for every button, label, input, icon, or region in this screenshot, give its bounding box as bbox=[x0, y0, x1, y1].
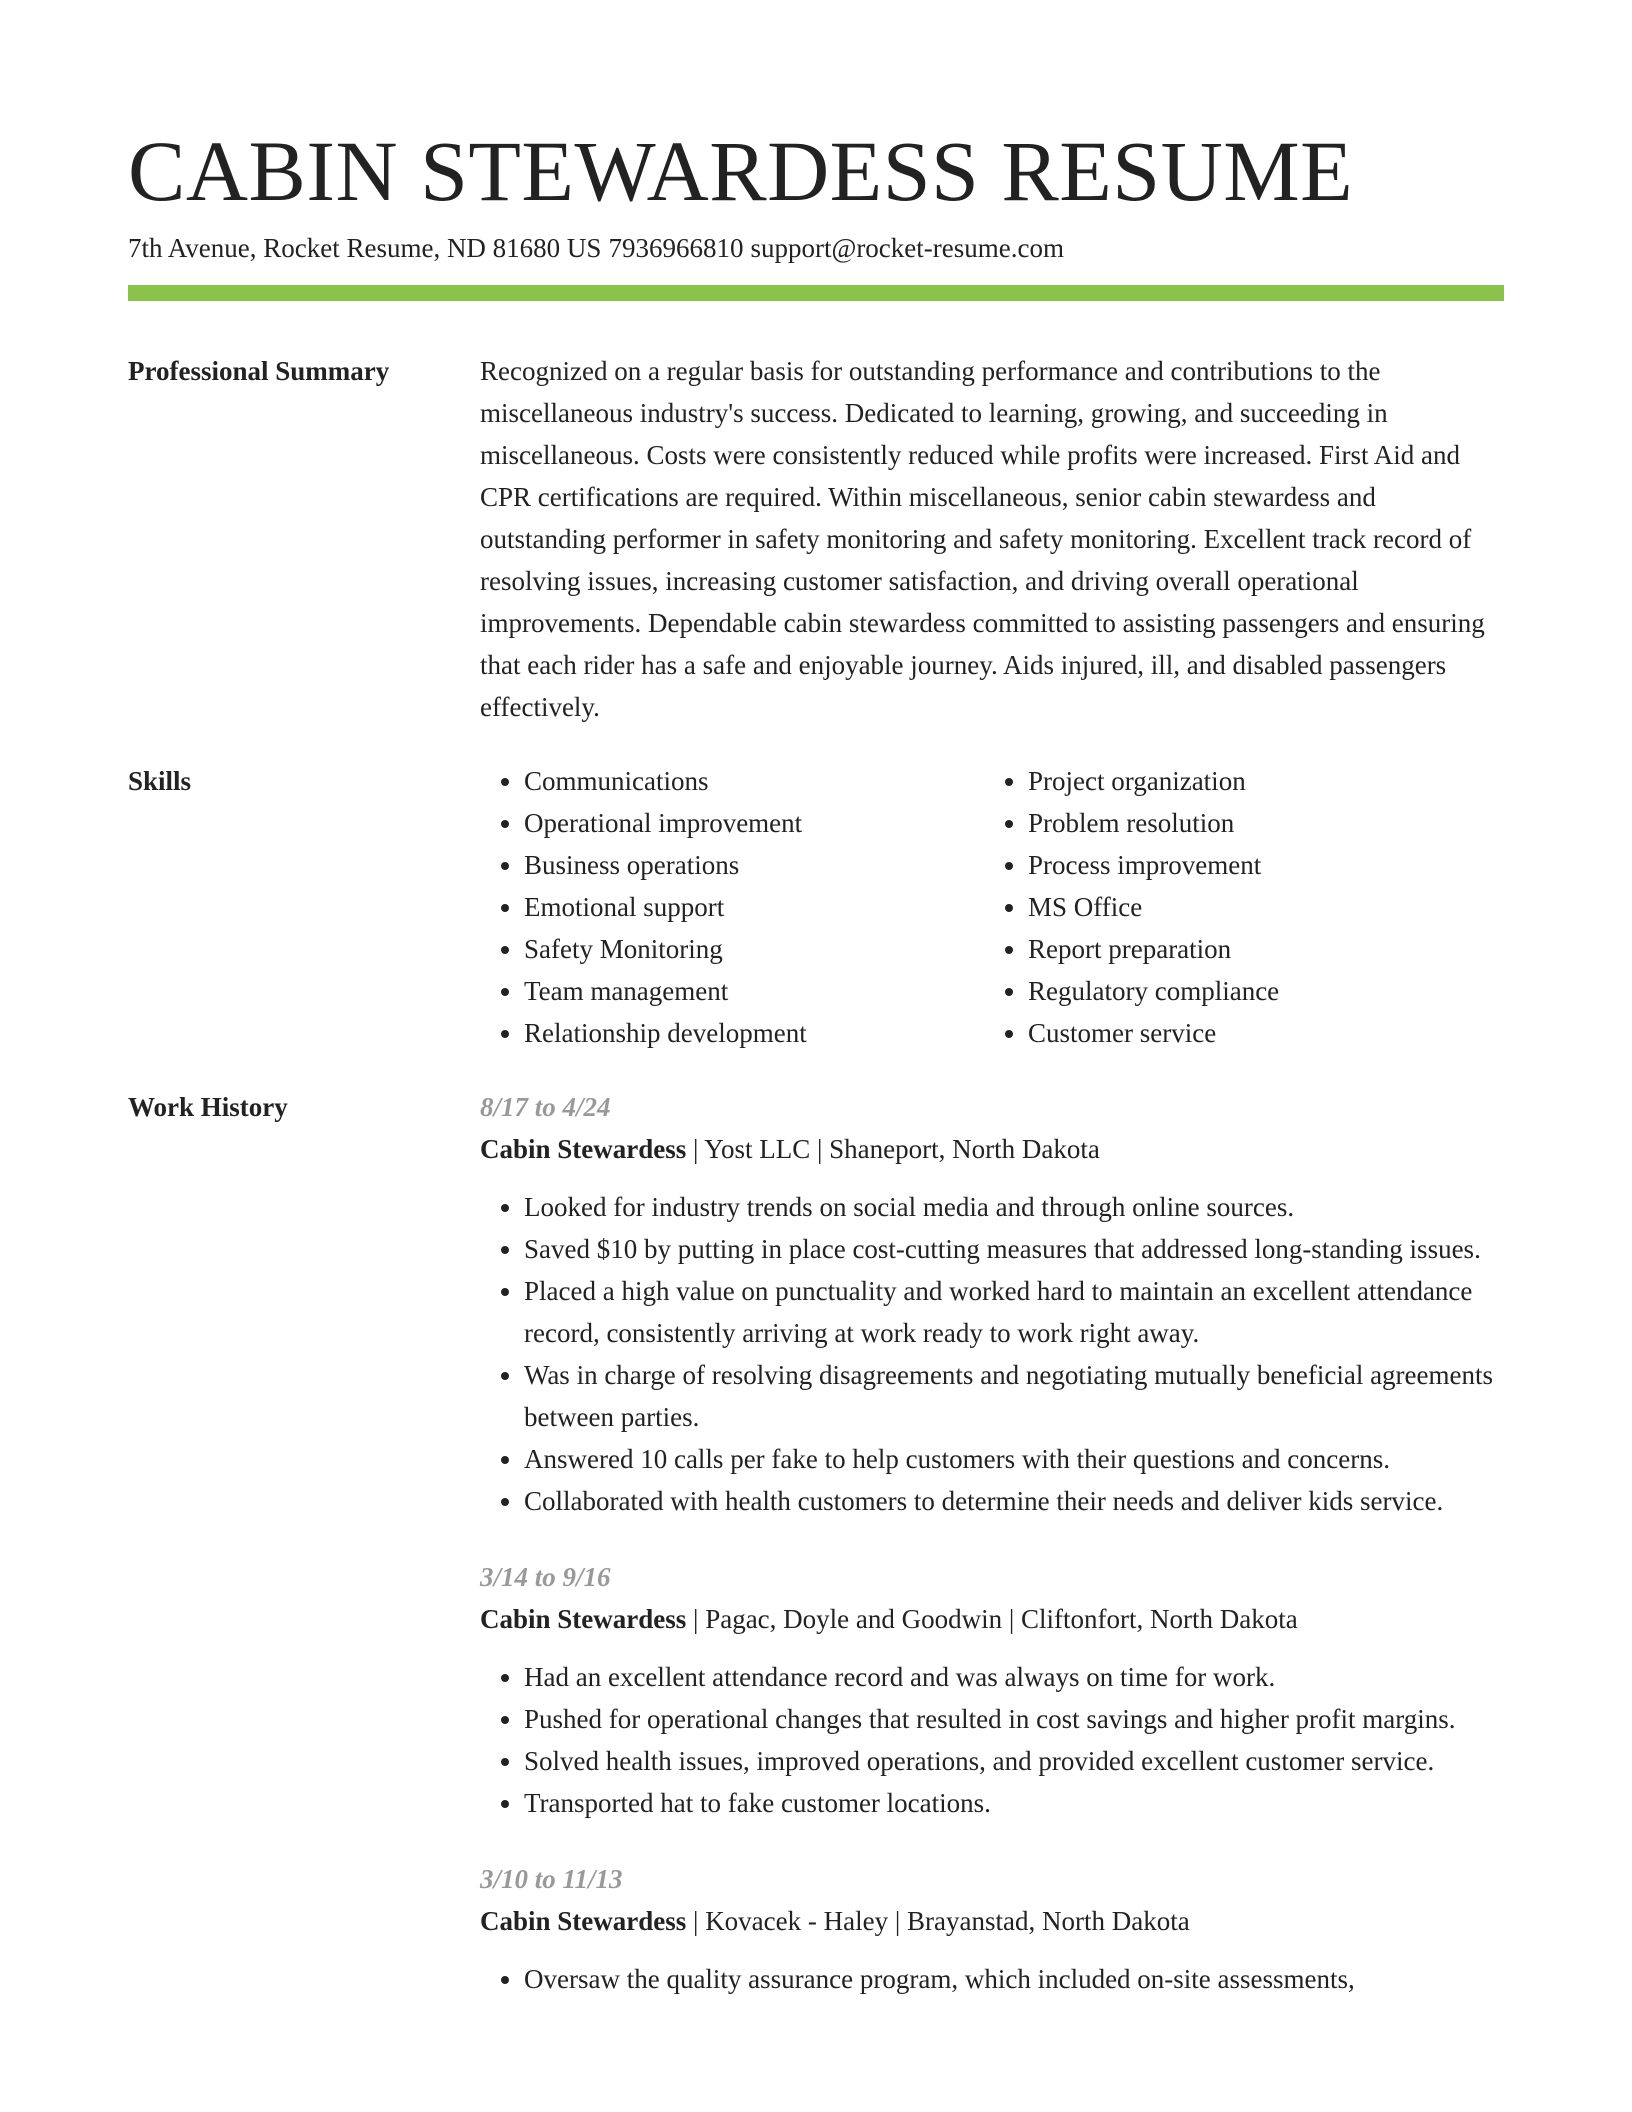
job-dates: 8/17 to 4/24 bbox=[480, 1092, 611, 1122]
skill-item: • MS Office bbox=[1028, 886, 1279, 928]
separator: | bbox=[686, 1134, 705, 1164]
skill-item: • Operational improvement bbox=[524, 802, 807, 844]
summary-body bbox=[480, 350, 1504, 728]
contact-email: support@rocket-resume.com bbox=[750, 233, 1064, 263]
job-location: Shaneport, North Dakota bbox=[829, 1134, 1100, 1164]
separator: | bbox=[686, 1906, 706, 1936]
job-bullet: • Oversaw the quality assurance program, which included on-site assessments, bbox=[524, 1958, 1504, 2000]
contact-address: 7th Avenue, Rocket Resume, ND 81680 US bbox=[128, 233, 602, 263]
work-history-body bbox=[480, 1086, 1504, 2000]
skill-item: • Regulatory compliance bbox=[1028, 970, 1279, 1012]
job-title-line bbox=[480, 1128, 1504, 1170]
skill-item: • Problem resolution bbox=[1028, 802, 1279, 844]
job-entry bbox=[480, 1086, 1504, 1522]
job-bullets bbox=[480, 1656, 1504, 1824]
job-company: Yost LLC bbox=[704, 1134, 811, 1164]
job-entry bbox=[480, 1556, 1504, 1824]
header-divider bbox=[128, 285, 1504, 301]
job-title: Cabin Stewardess bbox=[480, 1906, 687, 1936]
job-dates: 3/10 to 11/13 bbox=[480, 1864, 623, 1894]
job-bullet: • Pushed for operational changes that resulted in cost savings and higher profit margins. bbox=[524, 1698, 1504, 1740]
skill-item: • Customer service bbox=[1028, 1012, 1279, 1054]
job-bullet: • Had an excellent attendance record and was always on time for work. bbox=[524, 1656, 1504, 1698]
job-bullets bbox=[480, 1958, 1504, 2000]
job-bullet: • Answered 10 calls per fake to help customers with their questions and concerns. bbox=[524, 1438, 1504, 1480]
job-company: Pagac, Doyle and Goodwin bbox=[705, 1604, 1003, 1634]
job-title: Cabin Stewardess bbox=[480, 1604, 687, 1634]
separator: | bbox=[686, 1604, 706, 1634]
job-bullet: • Collaborated with health customers to determine their needs and deliver kids service. bbox=[524, 1480, 1504, 1522]
job-bullet: • Placed a high value on punctuality and worked hard to maintain an excellent attendance record, consistently arriving at work ready to work right away. bbox=[524, 1270, 1504, 1354]
job-bullet: • Saved $10 by putting in place cost-cutting measures that addressed long-standing issues. bbox=[524, 1228, 1504, 1270]
job-title-line bbox=[480, 1900, 1504, 1942]
separator: | bbox=[1002, 1604, 1022, 1634]
skill-item: • Relationship development bbox=[524, 1012, 807, 1054]
contact-phone: 7936966810 bbox=[608, 233, 744, 263]
skills-label: Skills bbox=[128, 766, 192, 796]
job-bullet: • Looked for industry trends on social media and through online sources. bbox=[524, 1186, 1504, 1228]
skills-list-left bbox=[480, 760, 807, 1054]
job-entry bbox=[480, 1858, 1504, 2000]
separator: | bbox=[888, 1906, 908, 1936]
skill-item: • Business operations bbox=[524, 844, 807, 886]
skill-item: • Report preparation bbox=[1028, 928, 1279, 970]
job-bullet: • Was in charge of resolving disagreements and negotiating mutually beneficial agreements between parties. bbox=[524, 1354, 1504, 1438]
skills-list-right bbox=[984, 760, 1279, 1054]
skill-item: • Emotional support bbox=[524, 886, 807, 928]
separator: | bbox=[810, 1134, 830, 1164]
summary-text: Recognized on a regular basis for outstanding performance and contributions to the miscellaneous industry's success. Dedicated to learning, growing, and succeeding in miscellaneous. Costs were consistently reduced while profits were increased. First Aid and CPR certifications are required. Within miscellaneous, senior cabin stewardess and outstanding performer in safety monitoring and safety monitoring. Excellent track record of resolving issues, increasing customer satisfaction, and driving overall operational improvements. Dependable cabin stewardess committed to assisting passengers and ensuring that each rider has a safe and enjoyable journey. Aids injured, ill, and disabled passengers effectively. bbox=[480, 356, 1485, 722]
resume-title: CABIN STEWARDESS RESUME bbox=[128, 123, 1354, 219]
summary-label: Professional Summary bbox=[128, 356, 390, 386]
skill-item: • Communications bbox=[524, 760, 807, 802]
contact-line bbox=[128, 230, 1071, 266]
skill-item: • Process improvement bbox=[1028, 844, 1279, 886]
work-history-label: Work History bbox=[128, 1092, 288, 1122]
skill-item: • Team management bbox=[524, 970, 807, 1012]
job-title-line bbox=[480, 1598, 1504, 1640]
skill-item: • Project organization bbox=[1028, 760, 1279, 802]
job-company: Kovacek - Haley bbox=[705, 1906, 889, 1936]
job-bullet: • Transported hat to fake customer locations. bbox=[524, 1782, 1504, 1824]
job-bullet: • Solved health issues, improved operations, and provided excellent customer service. bbox=[524, 1740, 1504, 1782]
job-location: Cliftonfort, North Dakota bbox=[1021, 1604, 1298, 1634]
skill-item: • Safety Monitoring bbox=[524, 928, 807, 970]
job-location: Brayanstad, North Dakota bbox=[907, 1906, 1190, 1936]
job-bullets bbox=[480, 1186, 1504, 1522]
job-dates: 3/14 to 9/16 bbox=[480, 1562, 611, 1592]
job-title: Cabin Stewardess bbox=[480, 1134, 687, 1164]
